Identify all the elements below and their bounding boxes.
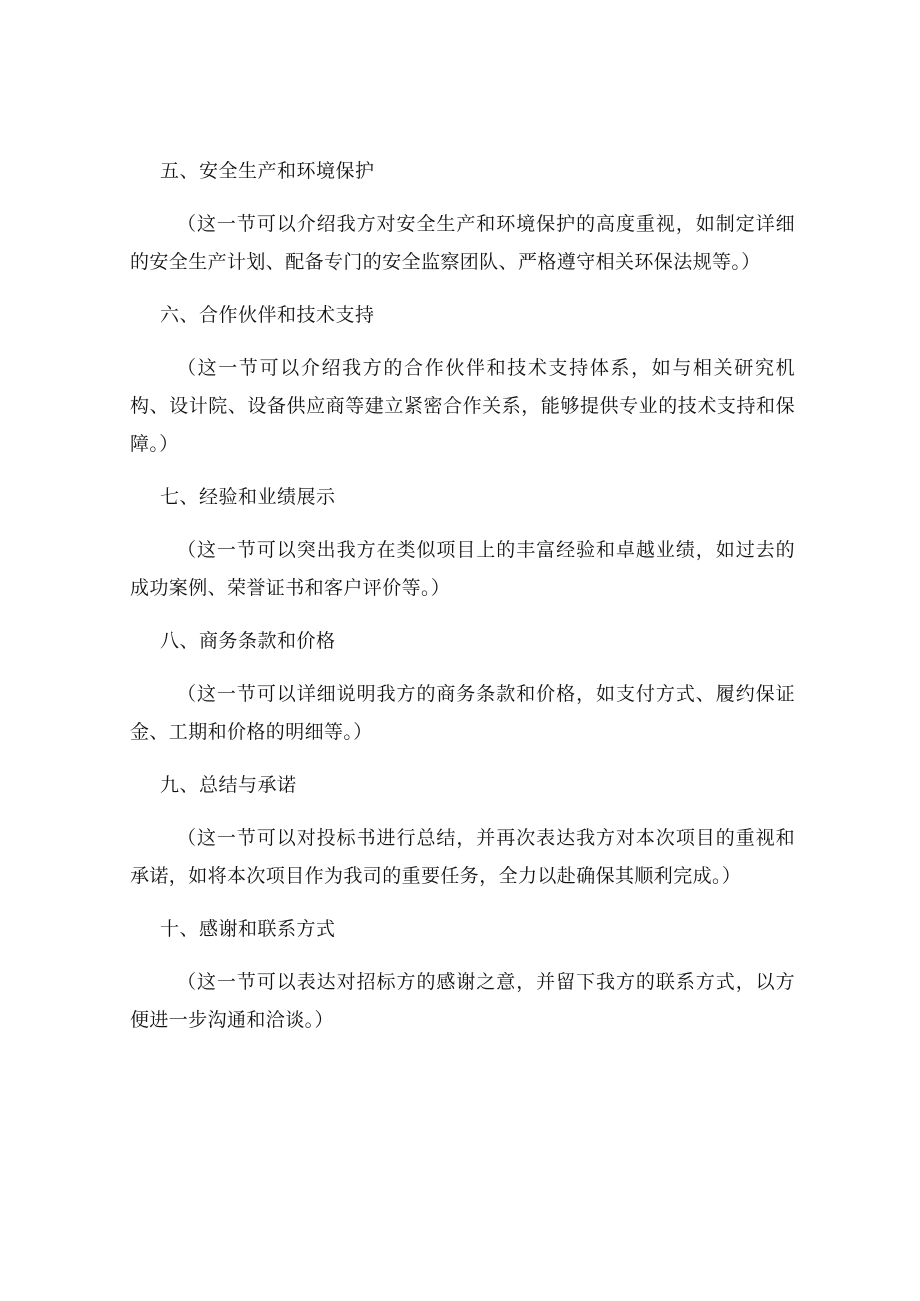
section-safety-environment	[130, 152, 795, 296]
section-partners-tech-support	[130, 296, 795, 478]
section-commercial-terms-price	[130, 622, 795, 766]
section-thanks-contact	[130, 910, 795, 1039]
section-heading: 六、合作伙伴和技术支持	[160, 304, 375, 326]
section-heading: 七、经验和业绩展示	[160, 486, 336, 508]
section-experience-performance	[130, 478, 795, 622]
section-body: （这一节可以表达对招标方的感谢之意，并留下我方的联系方式，以方便进一步沟通和洽谈。）	[130, 971, 795, 1031]
document-content	[130, 152, 795, 1039]
section-body: （这一节可以介绍我方的合作伙伴和技术支持体系，如与相关研究机构、设计院、设备供应商等建立紧密合作关系，能够提供专业的技术支持和保障。）	[130, 357, 795, 455]
section-heading: 八、商务条款和价格	[160, 630, 336, 652]
section-heading: 五、安全生产和环境保护	[160, 160, 375, 182]
section-heading: 十、感谢和联系方式	[160, 918, 336, 940]
section-summary-commitment	[130, 766, 795, 910]
section-body: （这一节可以介绍我方对安全生产和环境保护的高度重视，如制定详细的安全生产计划、配备专门的安全监察团队、严格遵守相关环保法规等。）	[130, 213, 795, 273]
section-body: （这一节可以详细说明我方的商务条款和价格，如支付方式、履约保证金、工期和价格的明细等。）	[130, 683, 795, 743]
section-body: （这一节可以对投标书进行总结，并再次表达我方对本次项目的重视和承诺，如将本次项目作为我司的重要任务，全力以赴确保其顺利完成。）	[130, 827, 795, 887]
section-heading: 九、总结与承诺	[160, 774, 297, 796]
section-body: （这一节可以突出我方在类似项目上的丰富经验和卓越业绩，如过去的成功案例、荣誉证书和客户评价等。）	[130, 539, 795, 599]
